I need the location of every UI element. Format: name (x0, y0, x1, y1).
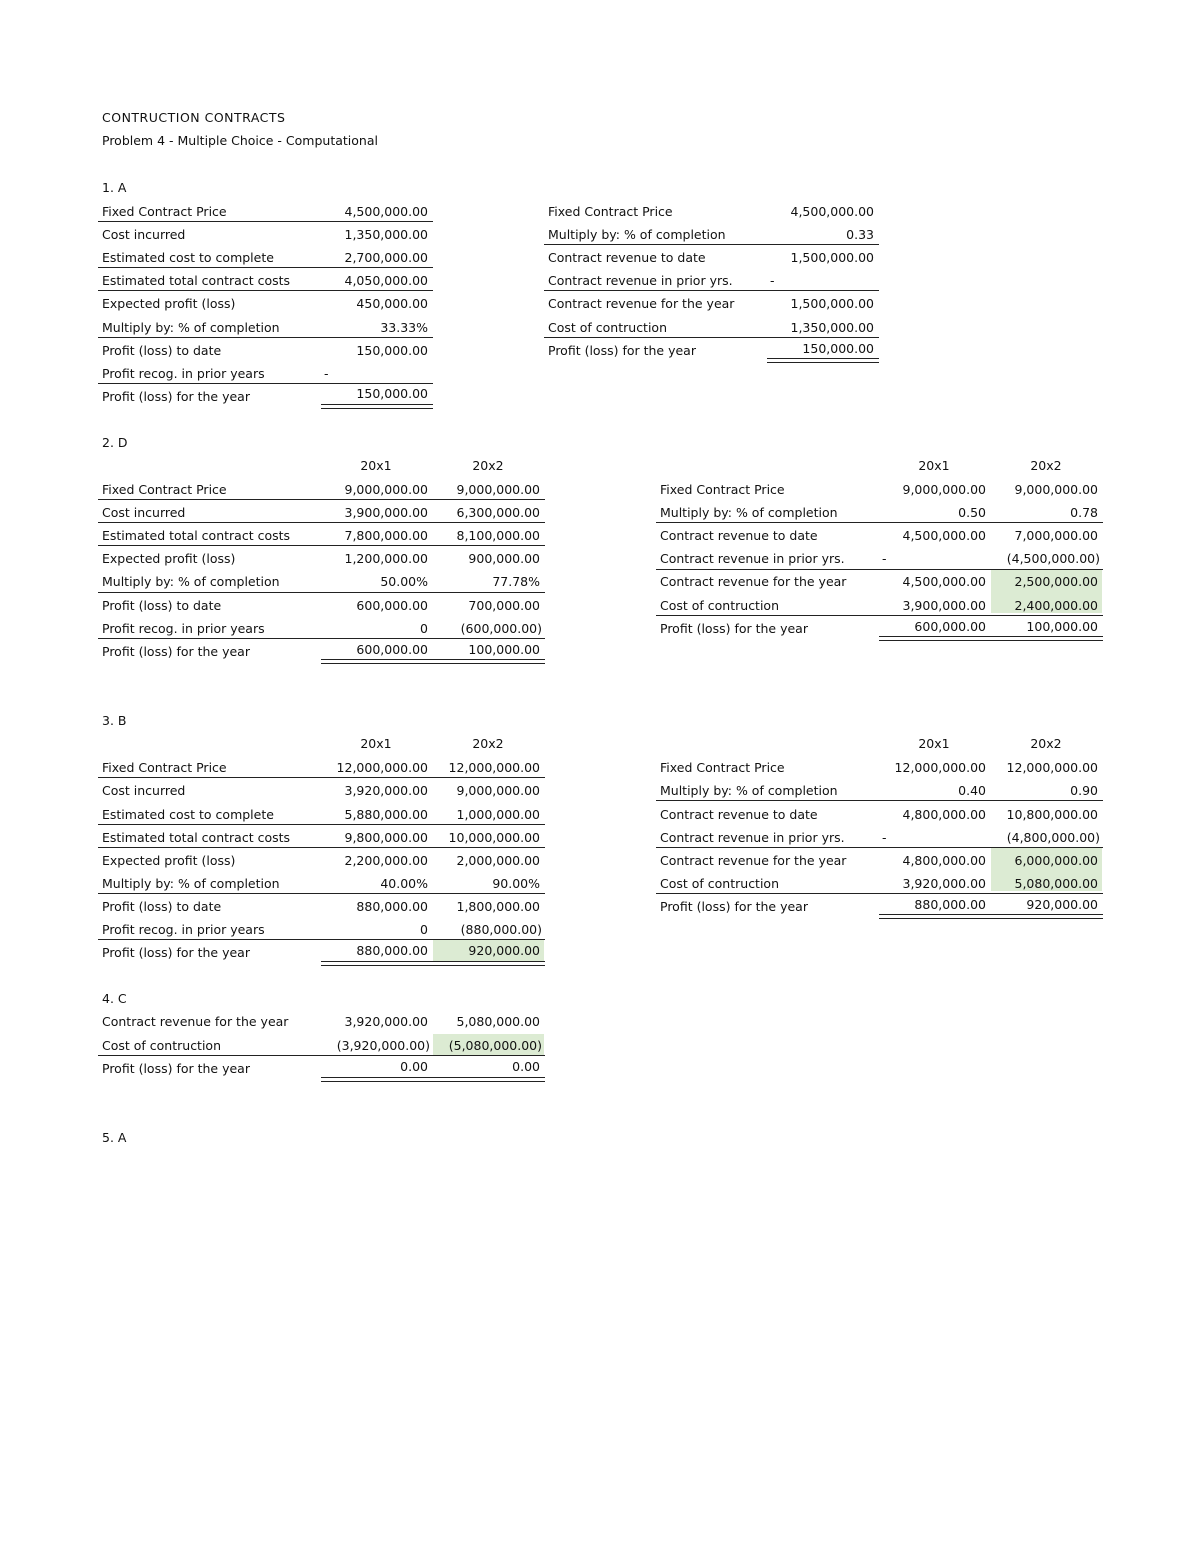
row-label: Expected profit (loss) (102, 551, 236, 566)
rule (544, 244, 879, 245)
row-label: Profit (loss) for the year (102, 644, 250, 659)
row-value-20x2: 12,000,000.00 (448, 760, 540, 775)
column-header-20x2: 20x2 (1030, 458, 1062, 473)
rule (656, 569, 1103, 570)
rule (98, 545, 545, 546)
row-value-20x1: - (882, 830, 887, 845)
row-value: 4,500,000.00 (344, 204, 428, 219)
rule (656, 893, 1103, 894)
row-label: Contract revenue for the year (102, 1014, 289, 1029)
row-label: Profit recog. in prior years (102, 621, 265, 636)
row-value-20x1: 1,200,000.00 (344, 551, 428, 566)
row-value-20x1: 3,920,000.00 (902, 876, 986, 891)
row-label: Cost of contruction (660, 876, 780, 891)
double-rule (321, 404, 433, 409)
row-value: 1,500,000.00 (790, 296, 874, 311)
section-5-heading: 5. A (102, 1130, 127, 1145)
row-label: Contract revenue for the year (660, 574, 847, 589)
row-value-20x1: 600,000.00 (356, 642, 428, 657)
row-value-20x1: - (882, 551, 887, 566)
row-label: Profit recog. in prior years (102, 366, 265, 381)
row-label: Profit (loss) to date (102, 598, 222, 613)
row-value-20x1: 4,800,000.00 (902, 853, 986, 868)
column-header-20x2: 20x2 (472, 736, 504, 751)
rule (98, 893, 545, 894)
row-value-20x2: 8,100,000.00 (456, 528, 540, 543)
row-label: Expected profit (loss) (102, 853, 236, 868)
row-label: Profit (loss) for the year (660, 899, 808, 914)
row-value-20x1: 600,000.00 (356, 598, 428, 613)
row-value: 0.33 (846, 227, 874, 242)
row-value-20x1: 880,000.00 (914, 897, 986, 912)
row-label: Contract revenue for the year (660, 853, 847, 868)
row-value: 33.33% (380, 320, 428, 335)
row-value-20x2: 700,000.00 (468, 598, 540, 613)
row-value-20x2: 0.78 (1070, 505, 1098, 520)
row-label: Multiply by: % of completion (660, 505, 838, 520)
row-value-20x1: 0.40 (958, 783, 986, 798)
row-value-20x1: 0.00 (400, 1059, 428, 1074)
row-value-20x1: 9,800,000.00 (344, 830, 428, 845)
row-value-20x1: 40.00% (380, 876, 428, 891)
rule (98, 267, 433, 268)
row-value-20x2: 1,000,000.00 (456, 807, 540, 822)
row-label: Multiply by: % of completion (102, 574, 280, 589)
rule (656, 800, 1103, 801)
row-value-20x2: 12,000,000.00 (1006, 760, 1098, 775)
row-value-20x2: (880,000.00) (460, 922, 542, 937)
row-label: Fixed Contract Price (102, 482, 227, 497)
row-label: Profit (loss) for the year (660, 621, 808, 636)
row-label: Multiply by: % of completion (102, 320, 280, 335)
rule (98, 638, 545, 639)
row-label: Profit (loss) to date (102, 343, 222, 358)
row-value: 150,000.00 (356, 343, 428, 358)
row-value-20x2: 2,500,000.00 (1014, 574, 1098, 589)
section-2-heading: 2. D (102, 435, 128, 450)
rule (98, 939, 545, 940)
row-label: Expected profit (loss) (102, 296, 236, 311)
row-value-20x1: 0 (420, 621, 428, 636)
rule (98, 824, 545, 825)
row-value-20x2: (5,080,000.00) (448, 1038, 542, 1053)
row-value-20x2: 920,000.00 (1026, 897, 1098, 912)
row-label: Cost of contruction (548, 320, 668, 335)
row-value: 150,000.00 (356, 386, 428, 401)
row-value-20x1: 880,000.00 (356, 943, 428, 958)
double-rule (767, 358, 879, 363)
row-value-20x1: 600,000.00 (914, 619, 986, 634)
double-rule (321, 961, 545, 966)
column-header-20x2: 20x2 (1030, 736, 1062, 751)
row-label: Contract revenue to date (660, 807, 818, 822)
row-value-20x2: 0.90 (1070, 783, 1098, 798)
row-value-20x2: 10,800,000.00 (1006, 807, 1098, 822)
rule (656, 522, 1103, 523)
row-value-20x1: 4,500,000.00 (902, 528, 986, 543)
row-value-20x2: (4,500,000.00) (1006, 551, 1100, 566)
row-label: Contract revenue in prior yrs. (660, 551, 845, 566)
row-value-20x1: 12,000,000.00 (894, 760, 986, 775)
row-label: Estimated total contract costs (102, 528, 291, 543)
row-label: Profit (loss) for the year (102, 389, 250, 404)
page-title: CONTRUCTION CONTRACTS (102, 110, 286, 125)
row-value-20x1: 3,900,000.00 (344, 505, 428, 520)
row-label: Multiply by: % of completion (548, 227, 726, 242)
rule (656, 615, 1103, 616)
row-label: Fixed Contract Price (660, 482, 785, 497)
row-value-20x2: (4,800,000.00) (1006, 830, 1100, 845)
row-value: 150,000.00 (802, 341, 874, 356)
row-value-20x1: 7,800,000.00 (344, 528, 428, 543)
section-3-heading: 3. B (102, 713, 127, 728)
row-label: Fixed Contract Price (102, 204, 227, 219)
rule (98, 592, 545, 593)
row-label: Profit (loss) for the year (102, 1061, 250, 1076)
section-1-heading: 1. A (102, 180, 127, 195)
column-header-20x1: 20x1 (918, 458, 950, 473)
row-value-20x2: 10,000,000.00 (448, 830, 540, 845)
double-rule (879, 914, 1103, 919)
row-value-20x2: (600,000.00) (460, 621, 542, 636)
row-label: Contract revenue in prior yrs. (548, 273, 733, 288)
row-value-20x2: 2,000,000.00 (456, 853, 540, 868)
row-label: Cost of contruction (660, 598, 780, 613)
row-value-20x1: 3,900,000.00 (902, 598, 986, 613)
row-value: 4,500,000.00 (790, 204, 874, 219)
row-value-20x2: 9,000,000.00 (456, 783, 540, 798)
column-header-20x2: 20x2 (472, 458, 504, 473)
row-label: Cost of contruction (102, 1038, 222, 1053)
row-label: Multiply by: % of completion (102, 876, 280, 891)
row-value: 1,350,000.00 (790, 320, 874, 335)
row-label: Estimated cost to complete (102, 250, 274, 265)
row-value-20x2: 90.00% (492, 876, 540, 891)
row-value: 2,700,000.00 (344, 250, 428, 265)
row-value-20x1: 2,200,000.00 (344, 853, 428, 868)
row-value-20x2: 6,000,000.00 (1014, 853, 1098, 868)
row-value-20x2: 1,800,000.00 (456, 899, 540, 914)
row-label: Profit (loss) for the year (102, 945, 250, 960)
row-label: Cost incurred (102, 505, 186, 520)
row-value-20x1: (3,920,000.00) (336, 1038, 430, 1053)
section-4-heading: 4. C (102, 991, 127, 1006)
row-value-20x1: 4,800,000.00 (902, 807, 986, 822)
row-label: Profit (loss) for the year (548, 343, 696, 358)
row-value-20x2: 100,000.00 (1026, 619, 1098, 634)
page-subtitle: Problem 4 - Multiple Choice - Computational (102, 133, 378, 148)
row-value-20x2: 5,080,000.00 (456, 1014, 540, 1029)
row-value: - (324, 366, 329, 381)
row-label: Contract revenue to date (548, 250, 706, 265)
rule (544, 337, 879, 338)
row-value-20x2: 920,000.00 (468, 943, 540, 958)
row-value-20x2: 100,000.00 (468, 642, 540, 657)
column-header-20x1: 20x1 (360, 458, 392, 473)
row-value-20x2: 2,400,000.00 (1014, 598, 1098, 613)
row-value-20x1: 4,500,000.00 (902, 574, 986, 589)
row-value: 4,050,000.00 (344, 273, 428, 288)
rule (98, 847, 545, 848)
row-label: Estimated total contract costs (102, 830, 291, 845)
row-label: Cost incurred (102, 783, 186, 798)
row-label: Fixed Contract Price (102, 760, 227, 775)
row-label: Contract revenue for the year (548, 296, 735, 311)
rule (98, 1055, 545, 1056)
row-value-20x2: 9,000,000.00 (1014, 482, 1098, 497)
row-value-20x1: 5,880,000.00 (344, 807, 428, 822)
row-label: Fixed Contract Price (548, 204, 673, 219)
row-value-20x2: 77.78% (492, 574, 540, 589)
row-value-20x1: 0.50 (958, 505, 986, 520)
row-label: Fixed Contract Price (660, 760, 785, 775)
row-value: 1,350,000.00 (344, 227, 428, 242)
row-label: Multiply by: % of completion (660, 783, 838, 798)
double-rule (321, 1077, 545, 1082)
row-value-20x1: 9,000,000.00 (344, 482, 428, 497)
row-value-20x1: 50.00% (380, 574, 428, 589)
row-value-20x1: 880,000.00 (356, 899, 428, 914)
rule (656, 847, 1103, 848)
row-label: Profit recog. in prior years (102, 922, 265, 937)
row-label: Contract revenue to date (660, 528, 818, 543)
row-label: Contract revenue in prior yrs. (660, 830, 845, 845)
rule (98, 337, 433, 338)
row-value-20x2: 0.00 (512, 1059, 540, 1074)
row-value-20x1: 3,920,000.00 (344, 1014, 428, 1029)
rule (544, 290, 879, 291)
row-label: Estimated total contract costs (102, 273, 291, 288)
row-value-20x2: 7,000,000.00 (1014, 528, 1098, 543)
double-rule (321, 659, 545, 664)
rule (98, 777, 545, 778)
row-value: 1,500,000.00 (790, 250, 874, 265)
row-value-20x2: 6,300,000.00 (456, 505, 540, 520)
row-value-20x1: 12,000,000.00 (336, 760, 428, 775)
double-rule (879, 636, 1103, 641)
rule (98, 221, 433, 222)
row-value-20x2: 900,000.00 (468, 551, 540, 566)
row-value-20x1: 0 (420, 922, 428, 937)
rule (98, 522, 545, 523)
column-header-20x1: 20x1 (360, 736, 392, 751)
row-value: - (770, 273, 775, 288)
row-label: Estimated cost to complete (102, 807, 274, 822)
row-value-20x1: 9,000,000.00 (902, 482, 986, 497)
rule (98, 499, 545, 500)
row-value-20x2: 5,080,000.00 (1014, 876, 1098, 891)
row-value-20x2: 9,000,000.00 (456, 482, 540, 497)
rule (98, 383, 433, 384)
row-label: Profit (loss) to date (102, 899, 222, 914)
row-value-20x1: 3,920,000.00 (344, 783, 428, 798)
row-label: Cost incurred (102, 227, 186, 242)
rule (98, 290, 433, 291)
column-header-20x1: 20x1 (918, 736, 950, 751)
row-value: 450,000.00 (356, 296, 428, 311)
